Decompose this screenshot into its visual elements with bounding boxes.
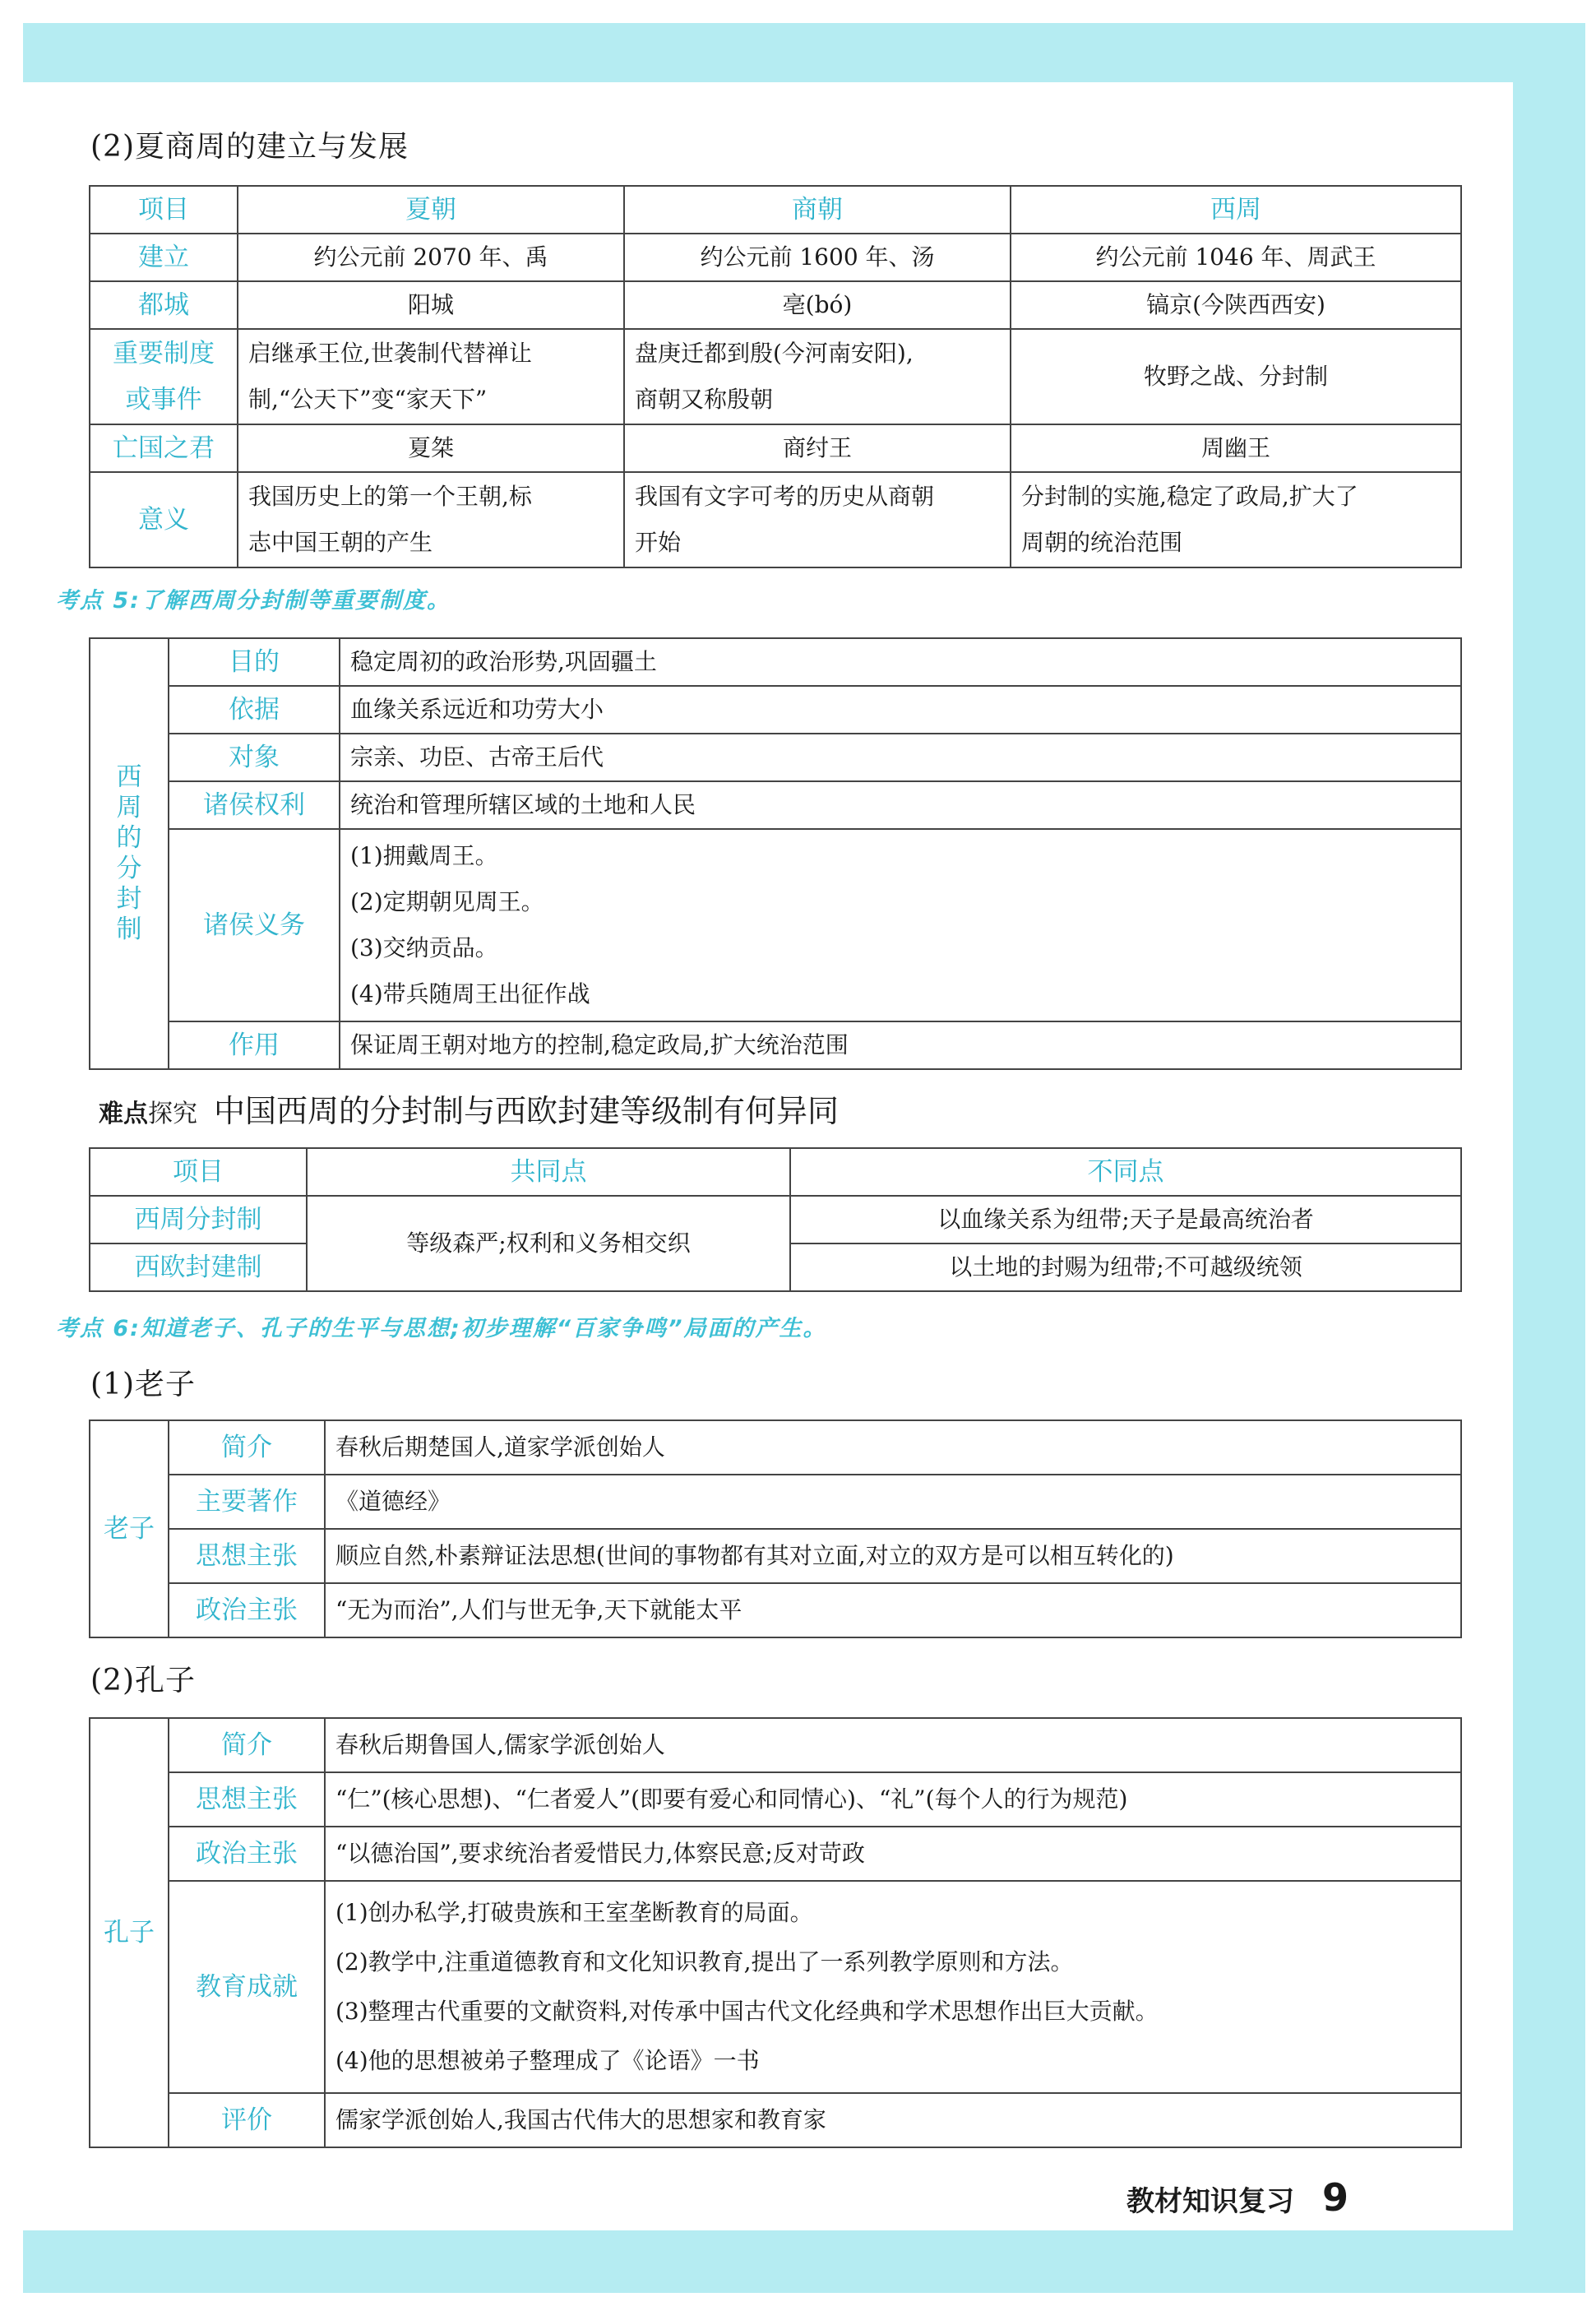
row-label: 简介 [169,1718,325,1772]
side-char: 的 [116,823,142,853]
laozi-heading: (1)老子 [90,1368,196,1401]
duty-item: (2)定期朝见周王。 [350,888,544,915]
kongzi-side-label: 孔子 [90,1718,169,2147]
table-cell [238,329,624,424]
table-header-row [90,1148,1461,1196]
table-cell [1011,472,1461,567]
row-label: 西周分封制 [90,1196,307,1243]
table-cell: 牧野之战、分封制 [1011,329,1461,424]
table-row [90,424,1461,472]
table-header-row [90,186,1461,234]
table-row [90,1196,1461,1243]
header-item: 项目 [90,1148,307,1196]
table-cell: 约公元前 1600 年、汤 [624,234,1011,281]
xia-shang-zhou-table [89,185,1462,568]
table-cell: 顺应自然,朴素辩证法思想(世间的事物都有其对立面,对立的双方是可以相互转化的) [325,1529,1461,1583]
table-row [90,472,1461,567]
diff-cell: 以土地的封赐为纽带;不可越级统领 [790,1243,1461,1291]
row-label: 简介 [169,1420,325,1475]
kaodian-6-note: 考点 6:知道老子、孔子的生平与思想;初步理解“百家争鸣”局面的产生。 [56,1316,827,1341]
common-cell: 等级森严;权利和义务相交织 [307,1196,790,1291]
table-row [90,781,1461,829]
table-cell: 亳(bó) [624,281,1011,329]
cell-line: 我国有文字可考的历史从商朝 [635,483,935,510]
table-cell: 《道德经》 [325,1475,1461,1529]
table-row [90,1772,1461,1827]
row-label-line: 重要制度 [113,339,215,368]
table-cell [624,472,1011,567]
table-cell: 统治和管理所辖区域的土地和人民 [340,781,1461,829]
side-char: 西 [116,762,142,792]
section-heading-xia-shang-zhou: (2)夏商周的建立与发展 [90,130,409,164]
table-cell [238,472,624,567]
table-row [90,1718,1461,1772]
table-cell: 儒家学派创始人,我国古代伟大的思想家和教育家 [325,2093,1461,2147]
table-row [90,829,1461,1021]
table-cell: 宗亲、功臣、古帝王后代 [340,734,1461,781]
row-label [90,329,238,424]
compare-table [89,1147,1462,1292]
fenfeng-side-label [90,638,169,1069]
fenfeng-table [89,637,1462,1070]
row-label: 政治主张 [169,1583,325,1637]
duty-item: (4)带兵随周王出征作战 [350,980,590,1007]
table-cell: 约公元前 2070 年、禹 [238,234,624,281]
table-cell: 保证周王朝对地方的控制,稳定政局,扩大统治范围 [340,1021,1461,1069]
edu-item: (1)创办私学,打破贵族和王室垄断教育的局面。 [335,1899,813,1926]
row-label: 建立 [90,234,238,281]
table-row [90,1420,1461,1475]
decorative-band-right [1513,23,1585,2293]
header-item: 项目 [90,186,238,234]
table-cell: 商纣王 [624,424,1011,472]
table-row [90,1475,1461,1529]
edu-item: (2)教学中,注重道德教育和文化知识教育,提出了一系列教学原则和方法。 [335,1948,1074,1975]
row-label: 对象 [169,734,340,781]
table-row [90,234,1461,281]
page-footer [1126,2175,1349,2220]
table-row [90,1583,1461,1637]
table-cell [340,829,1461,1021]
cell-line: 我国历史上的第一个王朝,标 [248,483,532,510]
cell-line: 开始 [635,529,682,556]
diff-cell: 以血缘关系为纽带;天子是最高统治者 [790,1196,1461,1243]
table-row [90,281,1461,329]
cell-line: 志中国王朝的产生 [248,529,433,556]
page-number: 9 [1322,2175,1349,2220]
row-label: 思想主张 [169,1529,325,1583]
header-diff: 不同点 [790,1148,1461,1196]
laozi-side-label: 老子 [90,1420,169,1637]
row-label: 作用 [169,1021,340,1069]
cell-line: 盘庚迁都到殷(今河南安阳), [635,340,914,367]
row-label: 诸侯权利 [169,781,340,829]
table-cell: 镐京(今陕西西安) [1011,281,1461,329]
table-row [90,329,1461,424]
table-row [90,1827,1461,1881]
table-cell [624,329,1011,424]
footer-text: 教材知识复习 [1126,2185,1294,2218]
table-cell: “无为而治”,人们与世无争,天下就能太平 [325,1583,1461,1637]
cell-line: 启继承王位,世袭制代替禅让 [248,340,532,367]
nandian-title: 中国西周的分封制与西欧封建等级制有何异同 [214,1093,840,1129]
duty-item: (3)交纳贡品。 [350,934,498,961]
nandian-tag-2: 探究 [148,1100,197,1128]
table-cell [325,1881,1461,2093]
decorative-band-bottom [23,2230,1585,2293]
header-shang: 商朝 [624,186,1011,234]
row-label: 政治主张 [169,1827,325,1881]
row-label: 意义 [90,472,238,567]
row-label: 都城 [90,281,238,329]
row-label: 亡国之君 [90,424,238,472]
row-label-line: 或事件 [125,385,202,414]
cell-line: 分封制的实施,稳定了政局,扩大了 [1021,483,1358,510]
table-cell: 春秋后期鲁国人,儒家学派创始人 [325,1718,1461,1772]
table-row [90,2093,1461,2147]
table-cell: 春秋后期楚国人,道家学派创始人 [325,1420,1461,1475]
cell-line: 制,“公天下”变“家天下” [248,386,488,413]
side-char: 分 [116,854,142,883]
table-row [90,638,1461,686]
table-row [90,686,1461,734]
table-cell: 夏桀 [238,424,624,472]
row-label: 主要著作 [169,1475,325,1529]
edu-item: (4)他的思想被弟子整理成了《论语》一书 [335,2047,760,2074]
table-row [90,1881,1461,2093]
side-char: 封 [116,884,142,914]
table-cell: 稳定周初的政治形势,巩固疆土 [340,638,1461,686]
side-char: 周 [116,793,142,822]
table-cell: 血缘关系远近和功劳大小 [340,686,1461,734]
kongzi-table [89,1717,1462,2148]
header-common: 共同点 [307,1148,790,1196]
table-cell: 阳城 [238,281,624,329]
row-label: 目的 [169,638,340,686]
table-cell: “以德治国”,要求统治者爱惜民力,体察民意;反对苛政 [325,1827,1461,1881]
table-row [90,734,1461,781]
table-row [90,1021,1461,1069]
row-label: 诸侯义务 [169,829,340,1021]
laozi-table [89,1419,1462,1638]
row-label: 教育成就 [169,1881,325,2093]
table-cell: 周幽王 [1011,424,1461,472]
cell-line: 商朝又称殷朝 [635,386,774,413]
row-label: 西欧封建制 [90,1243,307,1291]
row-label: 思想主张 [169,1772,325,1827]
table-cell: 约公元前 1046 年、周武王 [1011,234,1461,281]
cell-line: 周朝的统治范围 [1021,529,1183,556]
duty-item: (1)拥戴周王。 [350,842,498,869]
edu-item: (3)整理古代重要的文献资料,对传承中国古代文化经典和学术思想作出巨大贡献。 [335,1998,1159,2025]
side-char: 制 [116,915,142,944]
table-cell: “仁”(核心思想)、“仁者爱人”(即要有爱心和同情心)、“礼”(每个人的行为规范) [325,1772,1461,1827]
nandian-heading [99,1086,839,1131]
header-zhou: 西周 [1011,186,1461,234]
decorative-band-top [23,23,1585,82]
header-xia: 夏朝 [238,186,624,234]
nandian-tag: 难点 [99,1100,148,1128]
table-row [90,1529,1461,1583]
kongzi-heading: (2)孔子 [90,1664,196,1697]
kaodian-5-note: 考点 5:了解西周分封制等重要制度。 [56,588,451,614]
row-label: 评价 [169,2093,325,2147]
row-label: 依据 [169,686,340,734]
